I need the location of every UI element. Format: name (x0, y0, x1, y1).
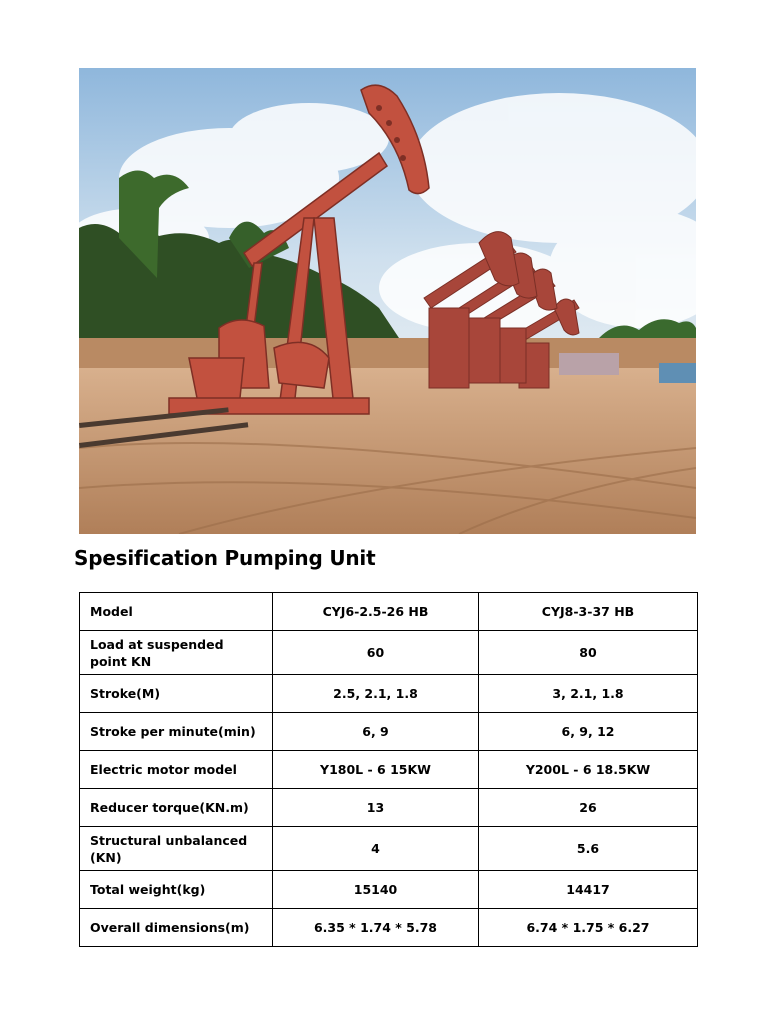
cell-model-2: 14417 (479, 871, 698, 909)
cell-model-2: 80 (479, 631, 698, 675)
table-row (80, 751, 698, 789)
row-label: Reducer torque(KN.m) (80, 789, 273, 827)
row-label: Total weight(kg) (80, 871, 273, 909)
table-row (80, 593, 698, 631)
cell-model-1: 13 (273, 789, 479, 827)
cell-model-1: 2.5, 2.1, 1.8 (273, 675, 479, 713)
table-row (80, 789, 698, 827)
cell-model-1: 60 (273, 631, 479, 675)
table-row (80, 631, 698, 675)
table-row (80, 713, 698, 751)
row-label: Load at suspended point KN (80, 631, 273, 675)
cell-model-2: 26 (479, 789, 698, 827)
row-label: Structural unbalanced (KN) (80, 827, 273, 871)
cell-model-1: 4 (273, 827, 479, 871)
cell-model-1: CYJ6-2.5-26 HB (273, 593, 479, 631)
table-row (80, 827, 698, 871)
cell-model-1: Y180L - 6 15KW (273, 751, 479, 789)
page-title: Spesification Pumping Unit (74, 546, 376, 570)
cell-model-1: 6, 9 (273, 713, 479, 751)
row-label: Stroke(M) (80, 675, 273, 713)
cell-model-1: 15140 (273, 871, 479, 909)
cell-model-2: CYJ8-3-37 HB (479, 593, 698, 631)
cell-model-2: 5.6 (479, 827, 698, 871)
table-row (80, 675, 698, 713)
table-row (80, 871, 698, 909)
pumping-units-photo (79, 68, 696, 534)
cell-model-2: Y200L - 6 18.5KW (479, 751, 698, 789)
row-label: Electric motor model (80, 751, 273, 789)
row-label: Stroke per minute(min) (80, 713, 273, 751)
specification-table (79, 592, 698, 947)
row-label: Model (80, 593, 273, 631)
row-label: Overall dimensions(m) (80, 909, 273, 947)
cell-model-2: 6.74 * 1.75 * 6.27 (479, 909, 698, 947)
table-row (80, 909, 698, 947)
cell-model-2: 3, 2.1, 1.8 (479, 675, 698, 713)
cell-model-2: 6, 9, 12 (479, 713, 698, 751)
cell-model-1: 6.35 * 1.74 * 5.78 (273, 909, 479, 947)
